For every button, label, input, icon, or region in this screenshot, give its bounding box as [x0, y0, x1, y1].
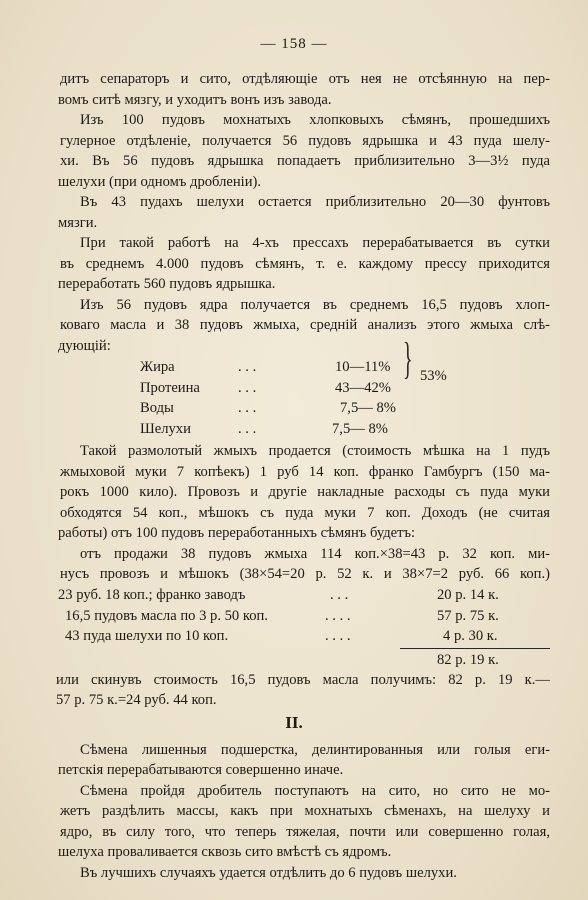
sum-rule — [400, 648, 550, 649]
text-line: жетъ раздѣлить массы, какъ при мохнатыхъ сѣменахъ, на шелуху и — [60, 803, 550, 819]
analysis-name: Шелухи — [140, 421, 191, 437]
text-line: обходятся 54 коп., мѣшокъ съ пуда муки 7 коп. Доходъ (не считая — [60, 505, 550, 521]
text-line: При такой работѣ на 4-хъ прессахъ перерабатывается въ сутки — [80, 235, 550, 251]
text-line: петскія перерабатываются совершенно иначе. — [58, 762, 344, 778]
text-line: гулерное отдѣленіе, получается 56 пудовъ ядрышка и 43 пуда шелу- — [60, 133, 550, 149]
ledger-dots: . . . — [330, 587, 349, 603]
analysis-dots: . . . — [238, 359, 257, 375]
text-line: рокъ 1000 кило). Провозъ и другіе накладные расходы съ пуда муки — [60, 484, 550, 500]
text-line: отъ продажи 38 пудовъ жмыха 114 коп.×38=43 р. 32 коп. ми- — [80, 546, 550, 562]
ledger-label: 23 руб. 18 коп.; франко заводъ — [58, 587, 246, 603]
analysis-name: Жира — [140, 359, 175, 375]
text-line: Сѣмена лишенныя подшерстка, делинтированныя или голыя еги- — [80, 742, 550, 758]
text-line: переработать 560 пудовъ ядрышка. — [58, 276, 276, 292]
ledger-label: 16,5 пудовъ масла по 3 р. 50 коп. — [65, 608, 268, 624]
analysis-dots: . . . — [238, 421, 257, 437]
text-line: Сѣмена пройдя дробитель поступаютъ на сито, но сито не мо- — [80, 783, 550, 799]
ledger-dots: . . . . — [325, 608, 351, 624]
text-line: 57 р. 75 к.=24 руб. 44 коп. — [56, 692, 217, 708]
text-line: Въ лучшихъ случаяхъ удается отдѣлить до 6 пудовъ шелухи. — [80, 865, 457, 881]
text-line: ядро, въ силу того, что теперь тяжелая, почти или совершенно голая, — [60, 824, 550, 840]
analysis-brace: } — [403, 334, 413, 383]
ledger-amount: 57 р. 75 к. — [437, 608, 499, 624]
analysis-name: Воды — [140, 400, 174, 416]
text-line: Изъ 100 пудовъ мохнатыхъ хлопковыхъ сѣмянъ, прошедшихъ — [80, 112, 550, 128]
text-line: жмыховой муки 7 копѣекъ) 1 руб 14 коп. франко Гамбургъ (150 ма- — [60, 464, 550, 480]
text-line: вомъ ситѣ мязгу, и уходитъ вонъ изъ завода. — [58, 92, 332, 108]
ledger-dots: . . . . — [325, 628, 351, 644]
text-line: дующій: — [58, 338, 111, 354]
ledger-total: 82 р. 19 к. — [437, 652, 499, 668]
ledger-amount: 4 р. 30 к. — [443, 628, 498, 644]
ledger-amount: 20 р. 14 к. — [437, 587, 499, 603]
section-heading: II. — [285, 713, 303, 732]
text-line: Изъ 56 пудовъ ядра получается въ среднемъ 16,5 пудовъ хлоп- — [80, 297, 550, 313]
text-line: нусъ провозъ и мѣшокъ (38×54=20 р. 52 к. и 38×7=2 руб. 66 коп.) — [60, 566, 550, 582]
text-line: Такой размолотый жмыхъ продается (стоимость мѣшка на 1 пудъ — [80, 443, 550, 459]
text-line: въ среднемъ 4.000 пудовъ сѣмянъ, т. е. каждому прессу приходится — [60, 256, 550, 272]
analysis-name: Протеина — [140, 380, 200, 396]
analysis-value: 7,5— 8% — [332, 421, 388, 437]
analysis-dots: . . . — [238, 400, 257, 416]
text-line: шелухи (при одномъ дробленіи). — [58, 174, 262, 190]
text-line: дитъ сепараторъ и сито, отдѣляющіе отъ нея не отсѣянную на пер- — [60, 71, 550, 87]
page-number: — 158 — — [260, 36, 328, 52]
text-line: хи. Въ 56 пудовъ ядрышка попадаетъ приблизительно 3—3½ пуда — [60, 153, 550, 169]
analysis-value: 10—11% — [335, 359, 391, 375]
ledger-label: 43 пуда шелухи по 10 коп. — [65, 628, 229, 644]
text-line: Въ 43 пудахъ шелухи остается приблизительно 20—30 фунтовъ — [80, 194, 550, 210]
text-line: работы) отъ 100 пудовъ переработанныхъ сѣмянъ будетъ: — [58, 525, 416, 541]
analysis-dots: . . . — [238, 380, 257, 396]
analysis-value: 7,5— 8% — [340, 400, 396, 416]
text-line: шелуха проваливается сквозь сито вмѣстѣ съ ядромъ. — [58, 844, 392, 860]
analysis-total: 53% — [420, 368, 447, 384]
analysis-value: 43—42% — [335, 380, 391, 396]
text-line: или скинувъ стоимость 16,5 пудовъ масла получимъ: 82 р. 19 к.— — [56, 672, 550, 688]
text-line: коваго масла и 38 пудовъ жмыха, средній анализъ этого жмыха слѣ- — [60, 317, 550, 333]
text-line: мязги. — [58, 215, 98, 231]
